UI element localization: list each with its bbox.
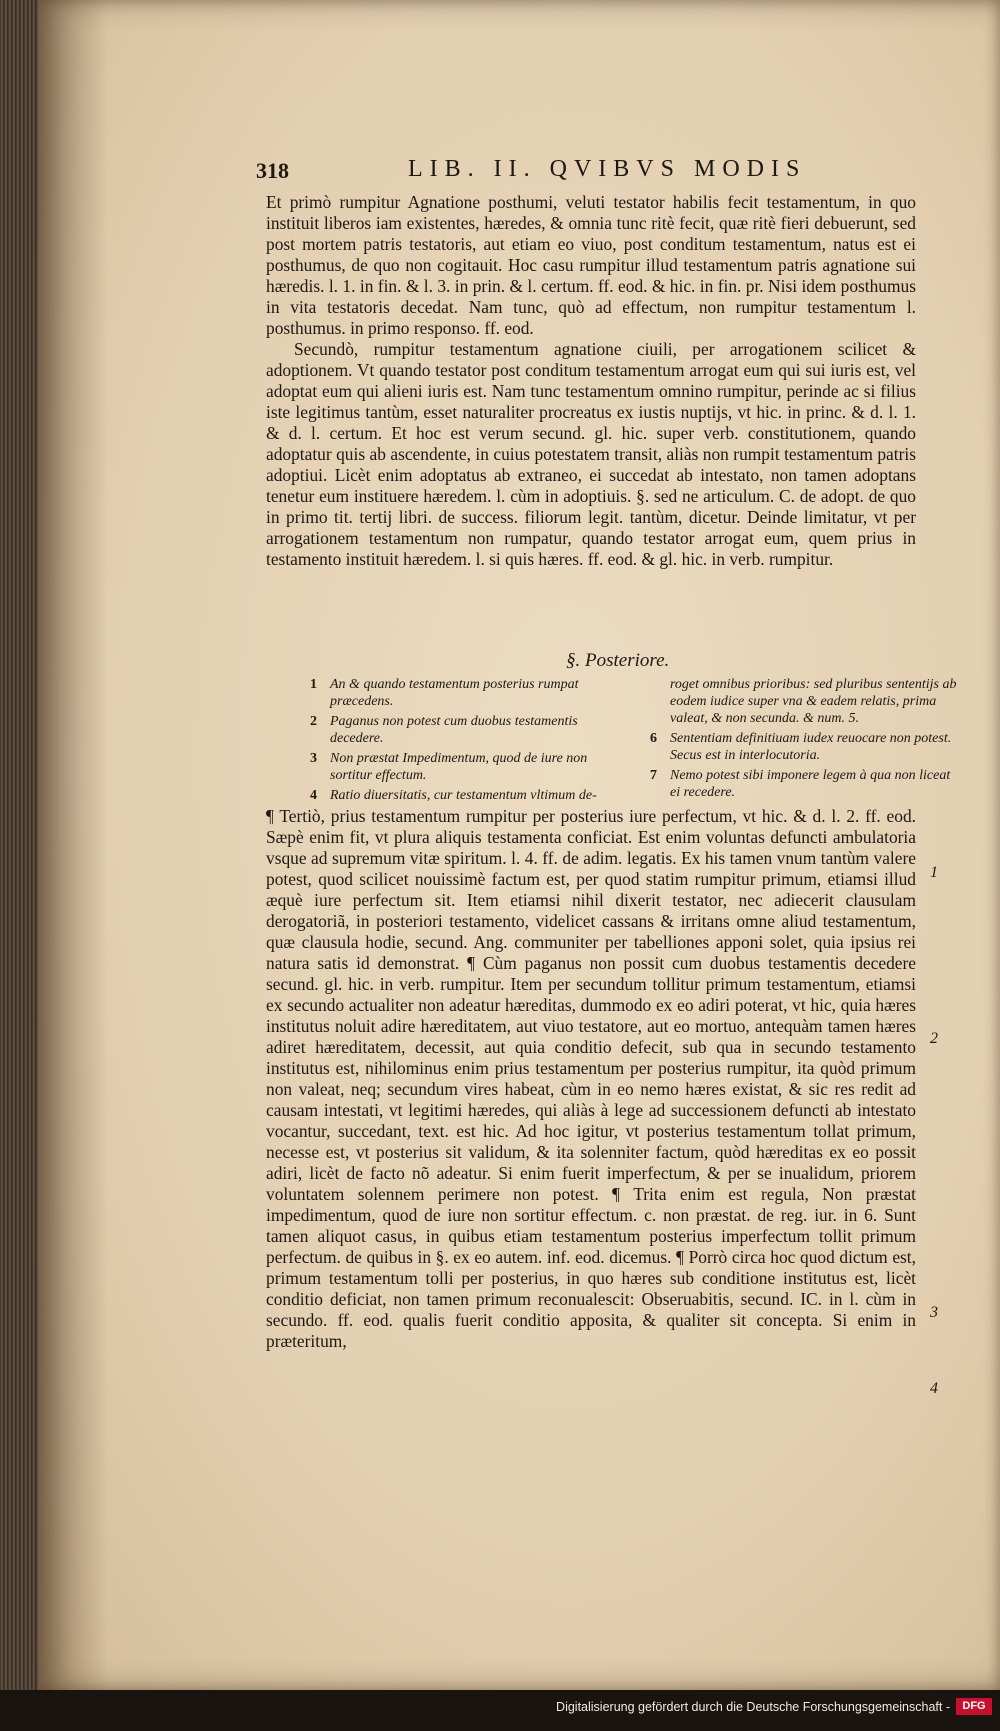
paragraph: Et primò rumpitur Agnatione posthumi, veluti testator habilis fecit testamentum, in quo instituit liberos iam existentes, hæredes, & omnia tunc ritè fecit, quæ ritè fieri debuerunt, sed post mortem patris testatoris, aut etiam eo viuo, post conditum testamentum, natus est ei posthumus, de quo non cogitauit. Hoc casu rumpitur illud testamentum patris agnatione sui hæredis. l. 1. in fin. & l. 3. in prin. & l. certum. ff. eod. & hic. in fin. pr. Nisi idem posthumus in vita testatoris decedat. Nam tunc, quò ad effectum, non rumpitur testamentum l. posthumus. in primo responso. ff. eod. <box>266 192 916 338</box>
summary-item: 2 Paganus non potest cum duobus testamentis decedere. <box>310 714 578 746</box>
summary-column-right <box>650 676 960 807</box>
gutter-shadow <box>38 0 108 1690</box>
margin-number: 3 <box>930 1304 938 1321</box>
text-block-top <box>266 192 916 570</box>
book-page <box>38 0 1000 1690</box>
margin-number: 4 <box>930 1380 938 1397</box>
summary-item: 7 Nemo potest sibi imponere legem à qua non liceat ei recedere. <box>650 768 951 800</box>
summary-item: roget omnibus prioribus: sed pluribus sententijs ab eodem iudice super vna & eadem relatis, prima valeat, & non secunda. & num. 5. <box>670 677 957 726</box>
margin-number: 2 <box>930 1030 938 1047</box>
paragraph: Secundò, rumpitur testamentum agnatione ciuili, per arrogationem scilicet & adoptionem. Vt quando testator post conditum testamentum arrogat eum qui sui iuris est, vel adoptat eum qui alieni iuris est. Nam tunc testamentum omnino rumpitur, perinde ac si filius iste legitimus tantùm, esset naturaliter procreatus ex iustis nuptijs, vt hic. in princ. & d. l. 1. & d. l. certum. Et hoc est verum secund. gl. hic. super verb. constitutionem, quando adoptatur quis ab ascendente, in cuius potestatem transit, aliàs non rumpit testamentum patris adoptiui. Licèt enim adoptatus ab extraneo, ei succedat ab intestato, non tamen adoptans tenetur eum instituere hæredem. l. cùm in adoptiuis. §. sed ne articulum. C. de adopt. de quo in primo tit. tertij libri. de success. filiorum legit. tantùm, dicetur. Deinde limitatur, vt per arrogationem testamentum non rumpatur, quando testator arrogat eum, quem prius in testamento instituit hæredem. l. si quis hæres. ff. eod. & gl. hic. in verb. rumpitur. <box>266 339 916 569</box>
section-heading: §. Posteriore. <box>566 650 670 671</box>
footer-credit: Digitalisierung gefördert durch die Deutsche Forschungsgemeinschaft - <box>556 1700 950 1714</box>
summary-item: 3 Non præstat Impedimentum, quod de iure non sortitur effectum. <box>310 751 588 783</box>
dfg-logo: DFG <box>956 1698 992 1715</box>
summary-item: 1 An & quando testamentum posterius rumpat præcedens. <box>310 677 579 709</box>
summary-item: 4 Ratio diuersitatis, cur testamentum vltimum de- <box>310 788 597 803</box>
page-number: 318 <box>256 158 289 183</box>
margin-number: 1 <box>930 864 938 881</box>
summary-item: 6 Sententiam definitiuam iudex reuocare non potest. Secus est in interlocutoria. <box>650 731 952 763</box>
paragraph: ¶ Tertiò, prius testamentum rumpitur per posterius iure perfectum, vt hic. & d. l. 2. ff. eod. Sæpè enim fit, vt plura aliquis testamenta conficiat. Est enim voluntas defuncti ambulatoria vsque ad supremum vitæ spiritum. l. 4. ff. de adim. legatis. Ex his tamen vnum tantùm valere potest, quod scilicet nouissimè factum est, per quod statim rumpitur primum, etiamsi illud æquè iure perfectum sit. Item etiamsi nihil dixerit testator, nec adiecerit clausulam derogatoriã, in posteriori testamento, videlicet cassans & irritans omne aliud testamentum, quæ clausula hodie, secund. Ang. communiter per tabelliones apponi solet, quia ipsius rei natura satis id demonstrat. ¶ Cùm paganus non possit cum duobus testamentis decedere secund. gl. hic. in verb. rumpitur. Item per secundum tollitur primum testamentum, etiamsi ex secundo actualiter non adeatur hæreditas, dummodo ex eo adiri poterat, vt hic, quia hæres institutus noluit adire hæreditatem, aut viuo testatore, aut eo mortuo, antequàm tamen hæres adiret hæreditatem, decessit, aut quia conditio defecit, sub qua in secundo testamento institutus est, nihilominus enim prius testamentum per posterius rumpitur, ita quòd primum non valeat, neq; secundum vires habeat, cùm in eo nemo hæres existat, & sic res redit ad causam intestati, vt legitimi hæredes, qui aliàs à lege ad successionem defuncti ab intestato vocantur, succedant, text. est hic. Ad hoc igitur, vt posterius testamentum tollat primum, necesse est, vt posterius sit validum, & ita solenniter factum, quòd hæreditas ex eo possit adiri, licèt de facto nõ adeatur. Si enim fuerit imperfectum, & per se inualidum, priorem voluntatem solennem perimere non potest. ¶ Trita enim est regula, Non præstat impedimentum, quod de iure non sortitur effectum. c. non præstat. de reg. iur. in 6. Sunt tamen aliquot casus, in quibus etiam testamentum posterius imperfectum tollit primum perfectum. de quibus in §. ex eo autem. inf. eod. dicemus. ¶ Porrò circa hoc quod dictum est, primum testamentum tolli per posterius, in quo hæres sub conditione institutus est, licèt conditio deficiat, non tamen primum reconualescit: Obseruabitis, secund. IC. in l. cùm in secundo. ff. eod. qualis fuerit conditio apposita, & qualiter sit concepta. Si enim in præteritum, <box>266 806 916 1351</box>
running-title: LIB. II. QVIBVS MODIS <box>408 156 807 182</box>
summary-box <box>310 676 960 807</box>
book-edge <box>0 0 40 1690</box>
text-block-main <box>266 806 916 1352</box>
summary-column-left <box>310 676 620 807</box>
